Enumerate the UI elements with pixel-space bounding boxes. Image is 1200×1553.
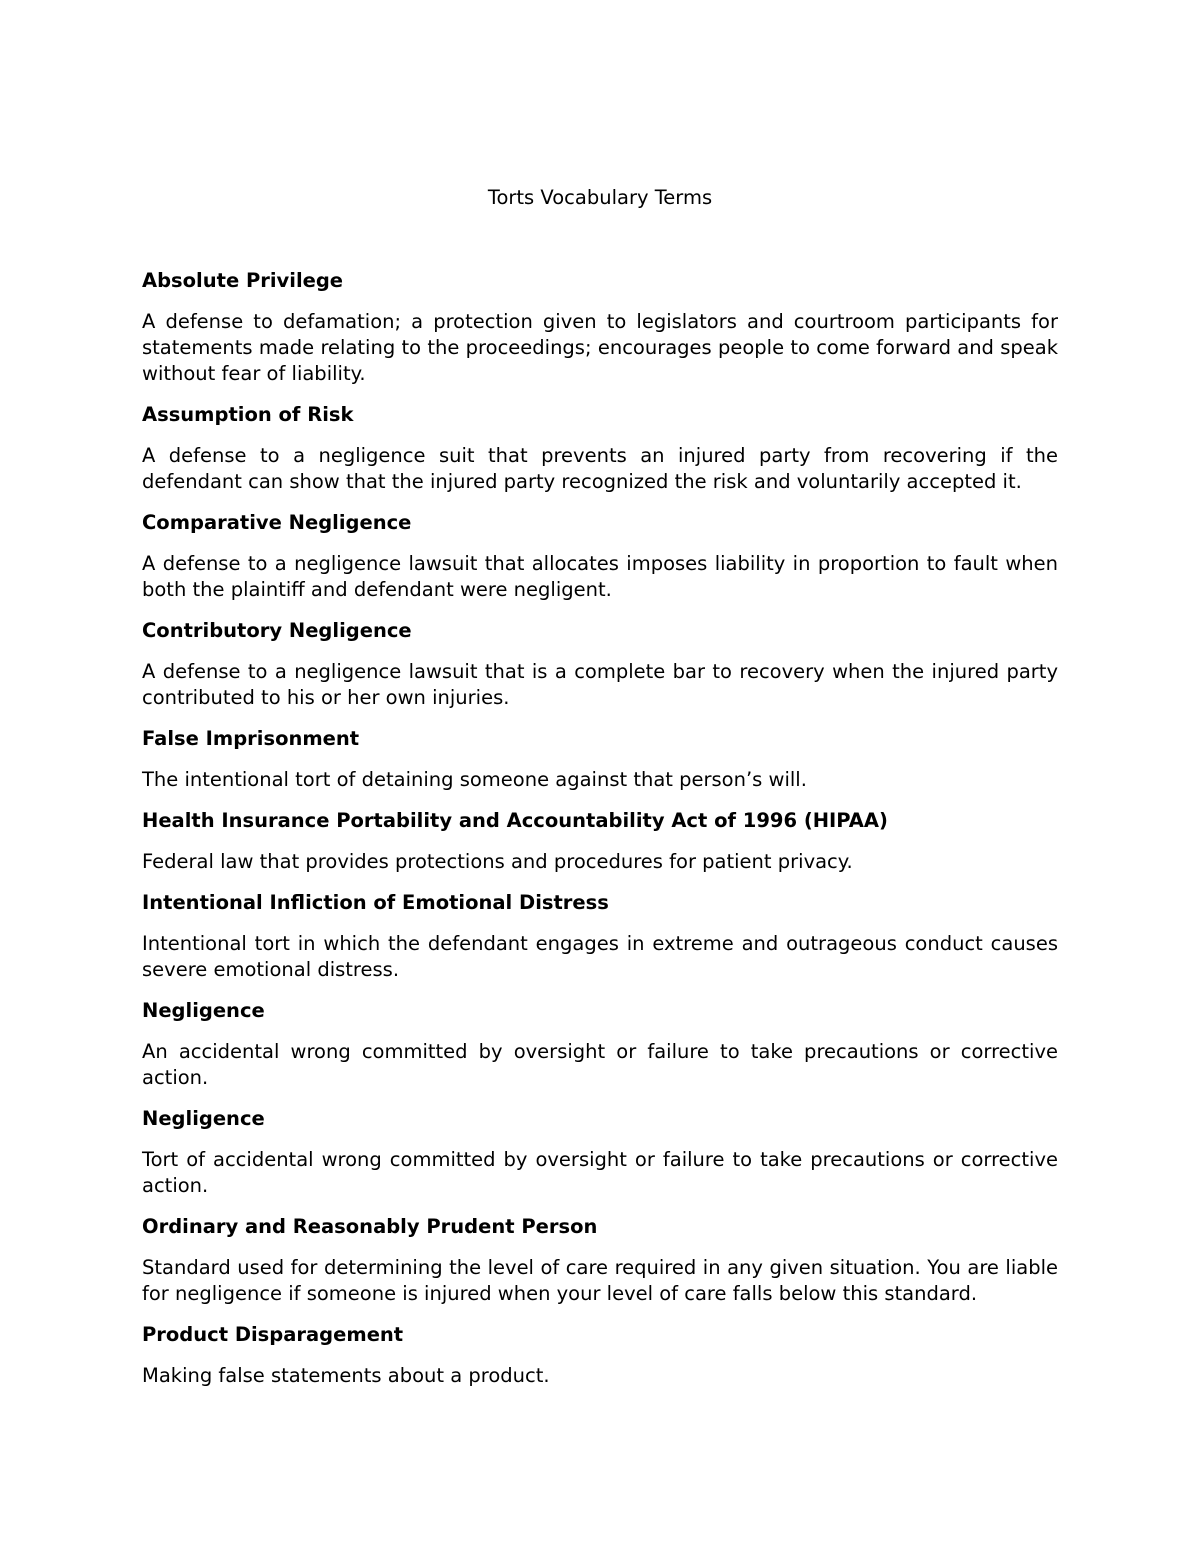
- vocabulary-entry: [142, 618, 1058, 711]
- vocabulary-entry: [142, 268, 1058, 387]
- term-definition: Tort of accidental wrong committed by oversight or failure to take precautions or corrective action.: [142, 1148, 1058, 1197]
- term-definition: A defense to defamation; a protection given to legislators and courtroom participants for statements made relating to the proceedings; encourages people to come forward and speak without fear of liability.: [142, 310, 1058, 385]
- term-heading: Product Disparagement: [142, 1323, 404, 1346]
- vocabulary-entry: [142, 510, 1058, 603]
- term-heading: Absolute Privilege: [142, 269, 344, 292]
- term-definition: The intentional tort of detaining someone against that person’s will.: [142, 768, 807, 791]
- vocabulary-entry: [142, 402, 1058, 495]
- term-definition: A defense to a negligence lawsuit that allocates imposes liability in proportion to fault when both the plaintiff and defendant were negligent.: [142, 552, 1058, 601]
- term-definition: Intentional tort in which the defendant engages in extreme and outrageous conduct causes severe emotional distress.: [142, 932, 1058, 981]
- term-definition: A defense to a negligence suit that prevents an injured party from recovering if the defendant can show that the injured party recognized the risk and voluntarily accepted it.: [142, 444, 1058, 493]
- vocabulary-entry: [142, 1322, 1058, 1389]
- term-definition: Federal law that provides protections and procedures for patient privacy.: [142, 850, 853, 873]
- term-heading: Intentional Infliction of Emotional Distress: [142, 891, 609, 914]
- term-heading: Assumption of Risk: [142, 403, 354, 426]
- vocabulary-entry: [142, 726, 1058, 793]
- vocabulary-entry: [142, 808, 1058, 875]
- vocabulary-entry: [142, 998, 1058, 1091]
- vocabulary-entry: [142, 1214, 1058, 1307]
- term-heading: Contributory Negligence: [142, 619, 412, 642]
- document-title: Torts Vocabulary Terms: [487, 186, 713, 209]
- term-definition: Making false statements about a product.: [142, 1364, 550, 1387]
- term-definition: An accidental wrong committed by oversight or failure to take precautions or corrective action.: [142, 1040, 1058, 1089]
- term-heading: Negligence: [142, 1107, 265, 1130]
- term-heading: False Imprisonment: [142, 727, 360, 750]
- vocabulary-entry: [142, 1106, 1058, 1199]
- vocabulary-entry: [142, 890, 1058, 983]
- term-definition: A defense to a negligence lawsuit that is a complete bar to recovery when the injured party contributed to his or her own injuries.: [142, 660, 1058, 709]
- term-definition: Standard used for determining the level of care required in any given situation. You are liable for negligence if someone is injured when your level of care falls below this standard.: [142, 1256, 1058, 1305]
- vocabulary-list: [142, 268, 1058, 1404]
- term-heading: Ordinary and Reasonably Prudent Person: [142, 1215, 598, 1238]
- term-heading: Negligence: [142, 999, 265, 1022]
- term-heading: Comparative Negligence: [142, 511, 412, 534]
- term-heading: Health Insurance Portability and Accountability Act of 1996 (HIPAA): [142, 809, 888, 832]
